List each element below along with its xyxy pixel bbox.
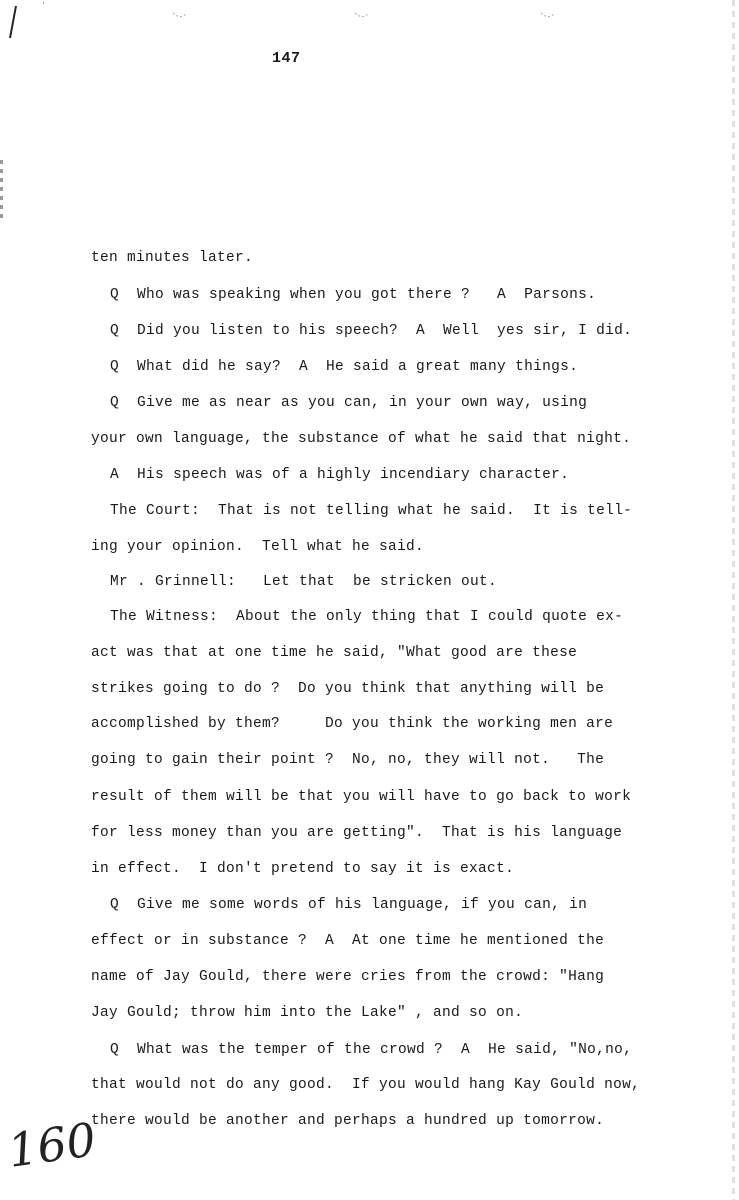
- handwritten-page-number: 160: [4, 1112, 100, 1178]
- text-line: The Court: That is not telling what he said. It is tell-: [110, 503, 633, 519]
- text-line: Q Did you listen to his speech? A Well yes sir, I did.: [110, 323, 633, 339]
- text-line: A His speech was of a highly incendiary character.: [110, 467, 570, 483]
- text-line: The Witness: About the only thing that I could quote ex-: [110, 609, 624, 625]
- text-line: for less money than you are getting". That is his language: [91, 825, 623, 841]
- text-line: Q What did he say? A He said a great many things.: [110, 359, 579, 375]
- text-line: Q Who was speaking when you got there ? A Parsons.: [110, 287, 597, 303]
- text-line: that would not do any good. If you would hang Kay Gould now,: [91, 1077, 641, 1093]
- text-line: strikes going to do ? Do you think that anything will be: [91, 681, 605, 697]
- punch-hole-mark-icon: [170, 4, 190, 22]
- text-line: your own language, the substance of what he said that night.: [91, 431, 632, 447]
- text-line: ten minutes later.: [91, 250, 254, 266]
- text-line: result of them will be that you will have to go back to work: [91, 789, 632, 805]
- text-line: accomplished by them? Do you think the working men are: [91, 716, 614, 732]
- text-line: Q What was the temper of the crowd ? A He said, "No,no,: [110, 1042, 633, 1058]
- punch-hole-mark-icon: [352, 4, 372, 22]
- text-line: name of Jay Gould, there were cries from the crowd: "Hang: [91, 969, 605, 985]
- text-line: act was that at one time he said, "What good are these: [91, 645, 578, 661]
- text-line: going to gain their point ? No, no, they will not. The: [91, 752, 605, 768]
- text-line: Mr . Grinnell: Let that be stricken out.: [110, 574, 498, 590]
- text-line: there would be another and perhaps a hundred up tomorrow.: [91, 1113, 605, 1129]
- text-line: Jay Gould; throw him into the Lake" , and so on.: [91, 1005, 524, 1021]
- page-number: 147: [272, 50, 301, 67]
- text-line: Q Give me some words of his language, if you can, in: [110, 897, 588, 913]
- text-line: in effect. I don't pretend to say it is exact.: [91, 861, 515, 877]
- text-line: effect or in substance ? A At one time he mentioned the: [91, 933, 605, 949]
- pen-mark-icon: [4, 0, 44, 40]
- text-line: ing your opinion. Tell what he said.: [91, 539, 425, 555]
- text-line: Q Give me as near as you can, in your own way, using: [110, 395, 588, 411]
- page-edge-left: [0, 160, 3, 220]
- punch-hole-mark-icon: [538, 4, 558, 22]
- page-edge-right: [732, 0, 735, 1200]
